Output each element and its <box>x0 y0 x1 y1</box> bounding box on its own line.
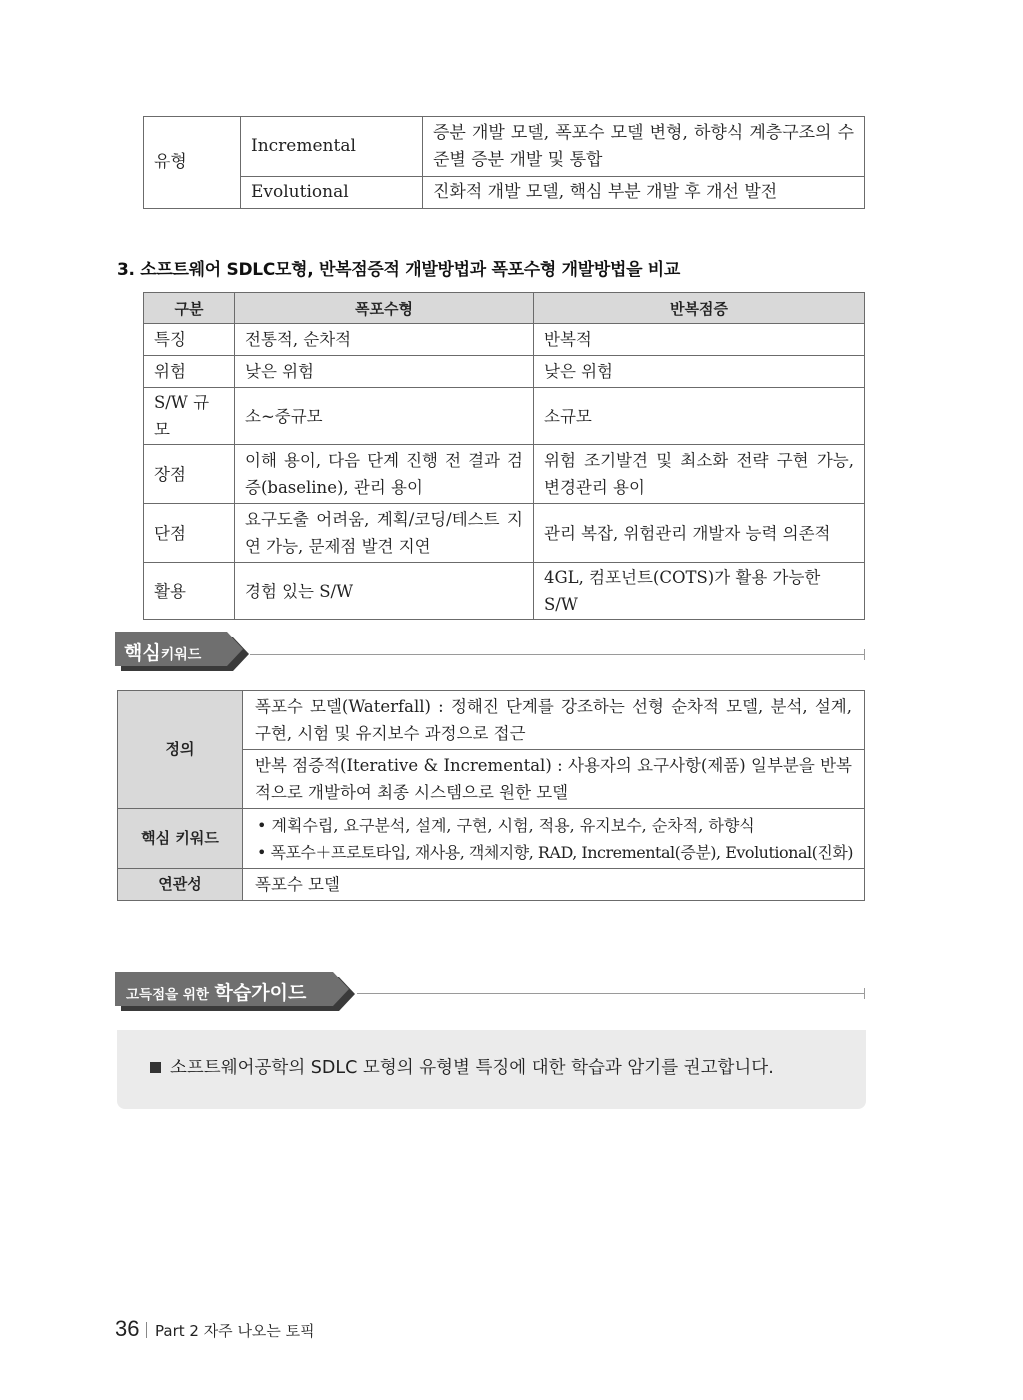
table-row <box>144 324 865 356</box>
row-waterfall: 소~중규모 <box>235 388 534 445</box>
footer-part-label: Part 2 자주 나오는 토픽 <box>155 1322 315 1340</box>
table-row <box>144 388 865 445</box>
keyword-banner-rule-end <box>864 649 865 660</box>
type-label: 유형 <box>144 117 241 209</box>
row-key: S/W 규모 <box>144 388 235 445</box>
footer-divider <box>146 1322 147 1338</box>
square-bullet-icon <box>150 1062 161 1073</box>
keyword-list <box>243 809 865 869</box>
definition-waterfall: 폭포수 모델(Waterfall) : 정해진 단계를 강조하는 선형 순차적 모델, 분석, 설계, 구현, 시험 및 유지보수 과정으로 접근 <box>243 691 865 750</box>
row-key: 단점 <box>144 504 235 563</box>
related-value: 폭포수 모델 <box>243 869 865 901</box>
table-row <box>144 563 865 620</box>
comparison-header-row <box>144 293 865 324</box>
row-waterfall: 전통적, 순차적 <box>235 324 534 356</box>
table-row <box>144 445 865 504</box>
row-key: 위험 <box>144 356 235 388</box>
guide-banner-title <box>126 978 306 1005</box>
type-table <box>143 116 865 209</box>
keyword-table <box>117 690 865 901</box>
type-desc-incremental: 증분 개발 모델, 폭포수 모델 변형, 하향식 계층구조의 수준별 증분 개발 및 통합 <box>423 117 865 177</box>
comparison-table <box>143 292 865 620</box>
guide-banner-small: 고득점을 위한 <box>126 987 209 1003</box>
guide-banner-big: 학습가이드 <box>214 982 307 1004</box>
definition-label: 정의 <box>118 691 243 809</box>
study-guide-text: 소프트웨어공학의 SDLC 모형의 유형별 특징에 대한 학습과 암기를 권고합니다. <box>170 1058 774 1078</box>
row-waterfall: 요구도출 어려움, 계획/코딩/테스트 지연 가능, 문제점 발견 지연 <box>235 504 534 563</box>
keyword-banner-rule <box>250 654 865 655</box>
row-key: 장점 <box>144 445 235 504</box>
keyword-banner-big: 핵심 <box>124 642 161 664</box>
row-iterative: 4GL, 컴포넌트(COTS)가 활용 가능한 S/W <box>534 563 865 620</box>
type-name-incremental: Incremental <box>241 117 423 177</box>
related-label: 연관성 <box>118 869 243 901</box>
table-row <box>144 504 865 563</box>
header-category: 구분 <box>144 293 235 324</box>
header-iterative: 반복점증 <box>534 293 865 324</box>
type-desc-evolutional: 진화적 개발 모델, 핵심 부분 개발 후 개선 발전 <box>423 177 865 209</box>
keyword-banner-title <box>124 638 201 665</box>
row-iterative: 낮은 위험 <box>534 356 865 388</box>
keyword-line: • 계획수립, 요구분석, 설계, 구현, 시험, 적용, 유지보수, 순차적, 하향식 <box>257 815 755 835</box>
guide-banner-rule <box>357 993 865 994</box>
row-iterative: 위험 조기발견 및 최소화 전략 구현 가능, 변경관리 용이 <box>534 445 865 504</box>
page-number: 36 <box>115 1316 140 1341</box>
row-iterative: 관리 복잡, 위험관리 개발자 능력 의존적 <box>534 504 865 563</box>
section-3-title: 3. 소프트웨어 SDLC모형, 반복점증적 개발방법과 폭포수형 개발방법을 비교 <box>117 260 681 280</box>
header-waterfall: 폭포수형 <box>235 293 534 324</box>
row-waterfall: 이해 용이, 다음 단계 진행 전 결과 검증(baseline), 관리 용이 <box>235 445 534 504</box>
row-key: 활용 <box>144 563 235 620</box>
keyword-line: • 폭포수＋프로토타입, 재사용, 객체지향, RAD, Incremental(증분), Evolutional(진화) <box>257 842 854 862</box>
row-iterative: 반복적 <box>534 324 865 356</box>
guide-banner-rule-end <box>864 988 865 999</box>
keyword-banner-small: 키워드 <box>160 647 202 663</box>
definition-iterative: 반복 점증적(Iterative & Incremental) : 사용자의 요구사항(제품) 일부분을 반복적으로 개발하여 최종 시스템으로 원한 모델 <box>243 750 865 809</box>
row-waterfall: 경험 있는 S/W <box>235 563 534 620</box>
table-row <box>144 356 865 388</box>
type-name-evolutional: Evolutional <box>241 177 423 209</box>
keyword-label: 핵심 키워드 <box>118 809 243 869</box>
row-waterfall: 낮은 위험 <box>235 356 534 388</box>
row-key: 특징 <box>144 324 235 356</box>
row-iterative: 소규모 <box>534 388 865 445</box>
